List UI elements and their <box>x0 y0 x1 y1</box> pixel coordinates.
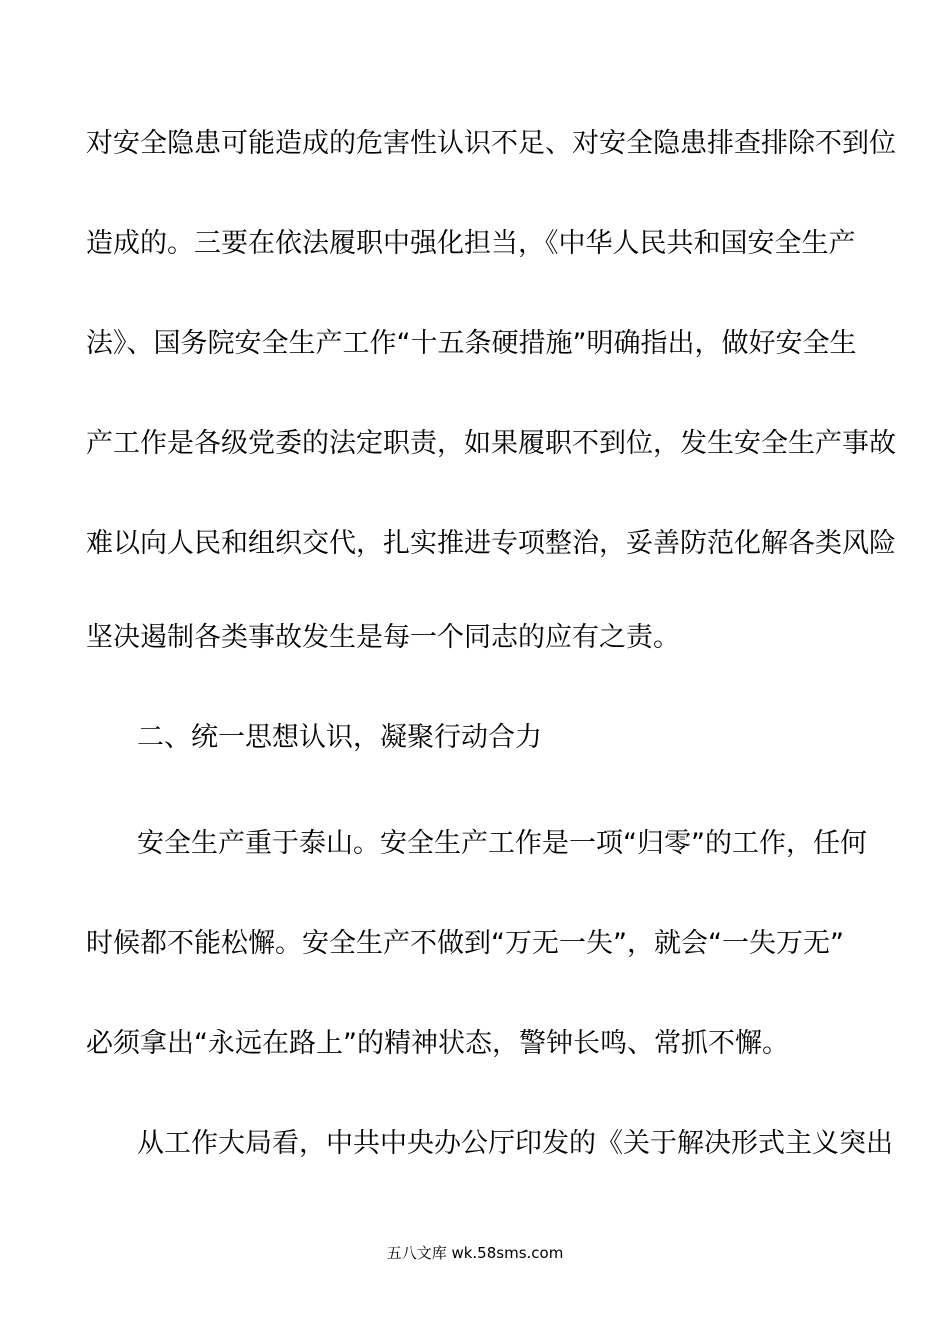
body-text-line: 造成的。三要在依法履职中强化担当，《中华人民共和国安全生产 <box>86 228 856 259</box>
body-text-line: 时候都不能松懈。安全生产不做到“万无一失”，就会“一失万无” <box>86 928 844 959</box>
body-text-line: 对安全隐患可能造成的危害性认识不足、对安全隐患排查排除不到位 <box>86 128 896 159</box>
body-text-line: 安全生产重于泰山。安全生产工作是一项“归零”的工作，任何 <box>137 828 867 859</box>
page-footer: 五八文库 wk.58sms.com <box>386 1244 564 1262</box>
body-text-line: 坚决遏制各类事故发生是每一个同志的应有之责。 <box>86 622 680 653</box>
section-heading: 二、统一思想认识，凝聚行动合力 <box>137 722 542 753</box>
body-text-line: 从工作大局看，中共中央办公厅印发的《关于解决形式主义突出 <box>137 1128 893 1159</box>
body-text-line: 必须拿出“永远在路上”的精神状态，警钟长鸣、常抓不懈。 <box>86 1028 789 1059</box>
body-text-line: 法》、国务院安全生产工作“十五条硬措施”明确指出，做好安全生 <box>86 328 857 359</box>
body-text-line: 产工作是各级党委的法定职责，如果履职不到位，发生安全生产事故 <box>86 428 896 459</box>
body-text-line: 难以向人民和组织交代，扎实推进专项整治，妥善防范化解各类风险 <box>86 528 896 559</box>
